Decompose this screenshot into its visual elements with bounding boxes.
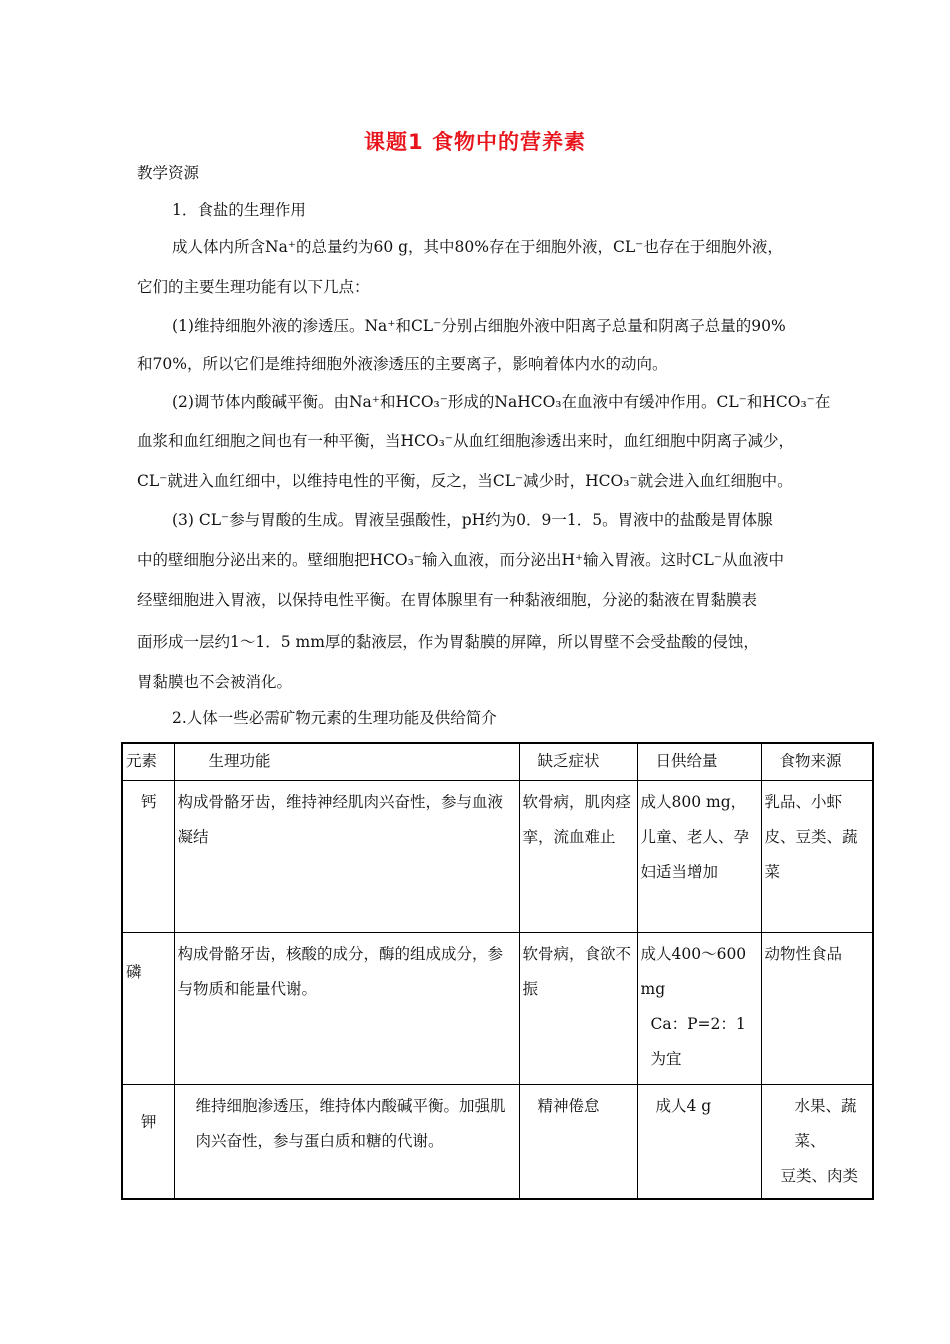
section-label: 教学资源 — [137, 164, 200, 182]
paragraph-line: 面形成一层约1～1．5 mm厚的黏液层，作为胃黏膜的屏障，所以胃壁不会受盐酸的侵蚀， — [137, 633, 759, 651]
header-function: 生理功能 — [174, 743, 519, 781]
deficiency-cell: 软骨病，肌肉痉挛，流血难止 — [519, 781, 637, 933]
paragraph-line: (3) CL⁻参与胃酸的生成。胃液呈强酸性，pH约为0．9一1．5。胃液中的盐酸是胃体腺 — [172, 511, 773, 529]
function-line: 肉兴奋性，参与蛋白质和糖的代谢。 — [195, 1132, 444, 1150]
supply-line: 成人400～600 mg — [640, 945, 747, 998]
element-cell: 钾 — [122, 1085, 174, 1200]
food-cell: 乳品、小虾皮、豆类、蔬菜 — [761, 781, 873, 933]
paragraph-line: (2)调节体内酸碱平衡。由Na⁺和HCO₃⁻形成的NaHCO₃在血液中有缓冲作用。CL⁻和HCO₃⁻在 — [172, 393, 831, 411]
function-cell: 构成骨骼牙齿，核酸的成分，酶的组成成分，参与物质和能量代谢。 — [174, 933, 519, 1085]
paragraph-line: 中的壁细胞分泌出来的。壁细胞把HCO₃⁻输入血液，而分泌出H⁺输入胃液。这时CL⁻从血液中 — [137, 551, 785, 569]
table-row — [122, 933, 873, 1085]
food-cell — [761, 1085, 873, 1200]
paragraph-line: 经壁细胞进入胃液，以保持电性平衡。在胃体腺里有一种黏液细胞，分泌的黏液在胃黏膜表 — [137, 591, 758, 609]
table-row — [122, 781, 873, 933]
header-food: 食物来源 — [761, 743, 873, 781]
function-cell — [174, 1085, 519, 1200]
paragraph-line: 它们的主要生理功能有以下几点： — [137, 278, 370, 296]
food-line: 豆类、肉类 — [780, 1167, 859, 1185]
function-line: 维持细胞渗透压，维持体内酸碱平衡。加强肌 — [195, 1097, 506, 1115]
supply-cell — [637, 933, 761, 1085]
page-title: 课题1 食物中的营养素 — [364, 130, 586, 154]
paragraph-line: 血浆和血红细胞之间也有一种平衡，当HCO₃⁻从血红细胞渗透出来时，血红细胞中阴离子减少， — [137, 432, 794, 450]
heading-minerals: 2.人体一些必需矿物元素的生理功能及供给简介 — [172, 709, 497, 727]
heading-salt: 1．食盐的生理作用 — [172, 201, 306, 219]
paragraph-line: (1)维持细胞外液的渗透压。Na⁺和CL⁻分别占细胞外液中阳离子总量和阴离子总量的90% — [172, 317, 786, 335]
food-line: 水果、蔬菜、 — [794, 1097, 857, 1150]
table-row — [122, 1085, 873, 1200]
paragraph-line: 和70%，所以它们是维持细胞外液渗透压的主要离子，影响着体内水的动向。 — [137, 355, 668, 373]
supply-cell: 成人4 g — [637, 1085, 761, 1200]
supply-ratio: Ca：P=2：1为宜 — [650, 1015, 746, 1068]
deficiency-cell: 精神倦怠 — [519, 1085, 637, 1200]
food-cell: 动物性食品 — [761, 933, 873, 1085]
function-cell: 构成骨骼牙齿，维持神经肌肉兴奋性，参与血液凝结 — [174, 781, 519, 933]
supply-cell: 成人800 mg，儿童、老人、孕妇适当增加 — [637, 781, 761, 933]
table-header-row — [122, 743, 873, 781]
header-element: 元素 — [122, 743, 174, 781]
deficiency-cell: 软骨病，食欲不振 — [519, 933, 637, 1085]
paragraph-line: CL⁻就进入血红细中，以维持电性的平衡，反之，当CL⁻减少时，HCO₃⁻就会进入血红细胞中。 — [137, 472, 793, 490]
element-cell: 磷 — [122, 933, 174, 1085]
header-deficiency: 缺乏症状 — [519, 743, 637, 781]
element-cell: 钙 — [122, 781, 174, 933]
paragraph-line: 成人体内所含Na⁺的总量约为60 g，其中80%存在于细胞外液，CL⁻也存在于细胞外液， — [172, 238, 783, 256]
header-supply: 日供给量 — [637, 743, 761, 781]
minerals-table — [121, 742, 874, 1200]
paragraph-line: 胃黏膜也不会被消化。 — [137, 673, 293, 691]
